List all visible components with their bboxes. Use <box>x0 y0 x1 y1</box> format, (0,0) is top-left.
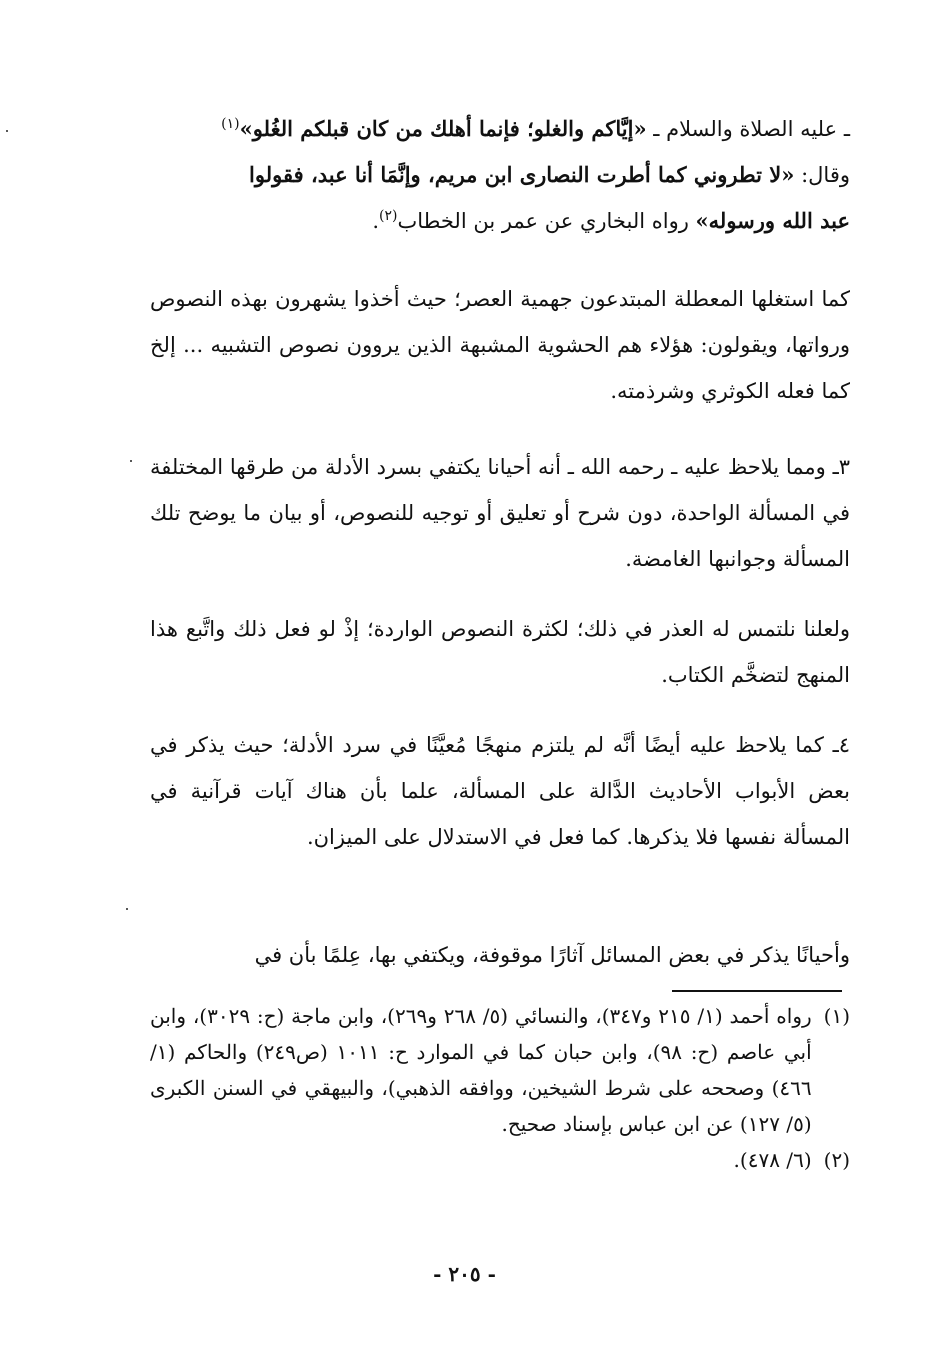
footnote-number: (٢) <box>823 1148 850 1172</box>
footnote-2 <box>150 1142 850 1178</box>
quote-line-2-plain: وقال: <box>794 163 850 187</box>
scan-speck <box>130 460 132 462</box>
paragraph-point-4 <box>150 722 850 860</box>
quote-line-3 <box>150 198 850 244</box>
quote-line-3-plain: رواه البخاري عن عمر بن الخطاب <box>397 209 696 233</box>
footnote-text: رواه أحمد (١/ ٢١٥ و٣٤٧)، والنسائي (٥/ ٢٦٨ و٢٦٩)، وابن ماجة (ح: ٣٠٢٩)، وابن أبي عاصم (ح: ٩٨)، وابن حبان كما في الموارد ح: ١٠١١ (ص٢٤٩) والحاكم (١/ ٤٦٦) وصححه على شرط الشيخين، ووافقه الذهبي)، والبيهقي في السنن الكبرى (٥/ ١٢٧) عن ابن عباس بإسناد صحيح. <box>150 1004 812 1136</box>
footnote-ref-1: (١) <box>221 116 240 132</box>
footnote-separator <box>672 990 842 992</box>
paragraph-text: ٤ـ كما يلاحظ عليه أيضًا أنَّه لم يلتزم منهجًا مُعيَّنًا في سرد الأدلة؛ حيث يذكر في بعض الأبواب الأحاديث الدَّالة على المسألة، علما بأن هناك آيات قرآنية في المسألة نفسها فلا يذكرها. كما فعل في الاستدلال على الميزان. <box>150 733 850 849</box>
paragraph-point-3 <box>150 444 850 582</box>
quote-line-2-bold: «لا تطروني كما أطرت النصارى ابن مريم، وإنَّمَا أنا عبد، فقولوا <box>249 162 795 187</box>
quote-line-3-tail: . <box>372 209 379 233</box>
quote-line-3-bold: عبد الله ورسوله» <box>695 208 850 233</box>
quote-line-1-bold: «إيَّاكم والغلو؛ فإنما أهلك من كان قبلكم الغُلو» <box>239 116 647 141</box>
paragraph-excuse <box>150 606 850 698</box>
paragraph-text: ٣ـ ومما يلاحظ عليه ـ رحمه الله ـ أنه أحيانا يكتفي بسرد الأدلة من طرقها المختلفة في المسألة الواحدة، دون شرح أو تعليق أو توجيه للنصوص، أو بيان ما يوضح تلك المسألة وجوانبها الغامضة. <box>150 455 850 571</box>
hadith-quote-paragraph <box>150 106 850 244</box>
paragraph-text: وأحيانًا يذكر في بعض المسائل آثارًا موقوفة، ويكتفي بها، عِلمًا بأن في <box>254 943 850 967</box>
quote-line-1 <box>150 106 850 152</box>
scan-speck <box>126 908 128 910</box>
quote-line-2 <box>150 152 850 198</box>
footnote-number: (١) <box>823 1004 850 1028</box>
paragraph-athar <box>150 932 850 978</box>
footnote-ref-2: (٢) <box>379 208 398 224</box>
page-number: - ٢٠٥ - <box>433 1262 496 1286</box>
scan-speck <box>6 130 8 132</box>
paragraph-text: كما استغلها المعطلة المبتدعون جهمية العصر؛ حيث أخذوا يشهرون بهذه النصوص ورواتها، ويقولون: هؤلاء هم الحشوية المشبهة الذين يروون نصوص التشبيه ... إلخ كما فعله الكوثري وشرذمته. <box>150 287 850 403</box>
footnote-1 <box>150 998 850 1142</box>
paragraph-text: ولعلنا نلتمس له العذر في ذلك؛ لكثرة النصوص الواردة؛ إذْ لو فعل ذلك واتَّبع هذا المنهج لتضخَّم الكتاب. <box>150 617 850 687</box>
footnote-text: (٦/ ٤٧٨). <box>733 1148 812 1172</box>
quote-line-1-plain: ـ عليه الصلاة والسلام ـ <box>646 117 850 141</box>
paragraph-jahmiya <box>150 276 850 414</box>
footnotes-section <box>150 998 850 1178</box>
